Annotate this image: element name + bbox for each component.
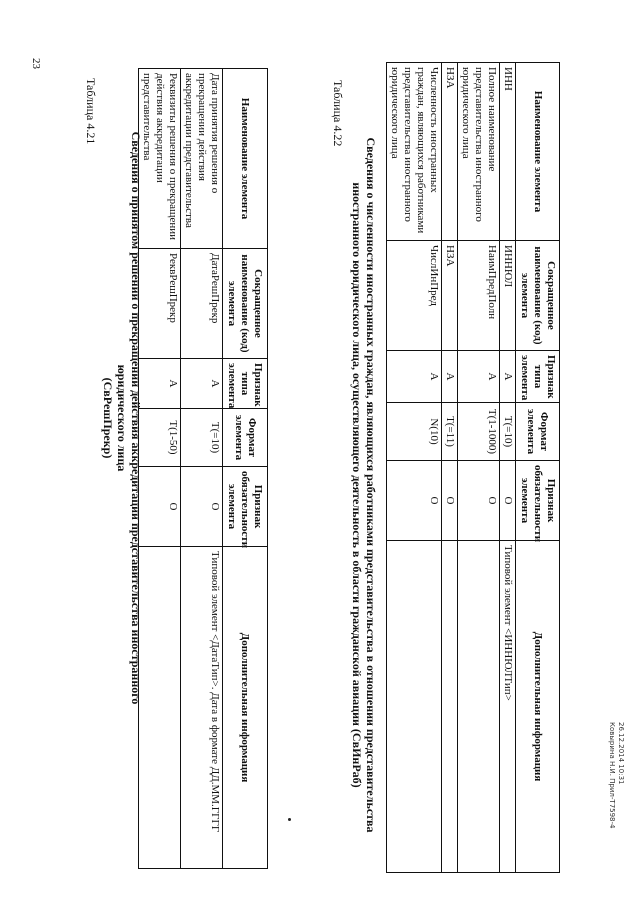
element-type-cell: А [442, 351, 458, 403]
element-required-cell: О [442, 461, 458, 541]
table-caption: Таблица 4.22 [331, 80, 345, 147]
element-name-cell: Численность иностранных граждан, являющихся работниками представительства иностранного юридического лица [387, 63, 442, 241]
column-header: Дополнительная информация [516, 541, 560, 873]
table-row [458, 63, 500, 873]
table-title-line: иностранного юридического лица, осуществляющего деятельность в области гражданской авиации (СвИнРаб) [350, 182, 364, 788]
column-header: Сокращенное наименование (код) элемента [223, 249, 268, 359]
element-code-cell: ИННЮЛ [500, 241, 516, 351]
element-format-cell: N(10) [387, 403, 442, 461]
column-header: Наименование элемента [223, 69, 268, 249]
element-code-cell: РеквРешПрекр [139, 249, 181, 359]
print-stamp-author: Ковырина Н.И. Прил-Т7598-4 [608, 722, 616, 829]
element-required-cell: О [458, 461, 500, 541]
table-title [101, 98, 143, 738]
table-4-22 [386, 62, 560, 873]
table-caption: Таблица 4.21 [84, 78, 98, 145]
element-type-cell: А [500, 351, 516, 403]
element-name-cell: Дата принятия решения о прекращении действия аккредитации представительства [181, 69, 223, 249]
table-title-line: (СвРешПрекр) [101, 377, 115, 459]
column-header: Дополнительная информация [223, 547, 268, 869]
column-header: Сокращенное наименование (код) элемента [516, 241, 560, 351]
element-required-cell: О [181, 467, 223, 547]
print-stamp-date: 26.12.2014 10:31 [617, 722, 625, 785]
table-title-line: Сведения о принятом решении о прекращении действия аккредитации представительства иностранного юридического лица [115, 131, 143, 705]
element-required-cell: О [387, 461, 442, 541]
element-type-cell: А [139, 359, 181, 409]
table-title-line: Сведения о численности иностранных граждан, являющихся работниками представительства в отношении представительства [364, 137, 378, 833]
print-stamp [607, 722, 625, 829]
column-header: Признак типа элемента [223, 359, 268, 409]
table-title [350, 80, 378, 890]
table-row [139, 69, 181, 869]
table-row [442, 63, 458, 873]
table-row [387, 63, 442, 873]
column-header: Признак обязательности элемента [516, 461, 560, 541]
element-type-cell: А [387, 351, 442, 403]
table-row [500, 63, 516, 873]
element-info-cell [139, 547, 181, 869]
column-header: Наименование элемента [516, 63, 560, 241]
element-name-cell: Полное наименование представительства иностранного юридического лица [458, 63, 500, 241]
element-format-cell: Т(1-1000) [458, 403, 500, 461]
table-row [181, 69, 223, 869]
element-name-cell: ИНН [500, 63, 516, 241]
element-info-cell [458, 541, 500, 873]
page-number: 23 [30, 58, 42, 69]
element-name-cell: Реквизиты решения о прекращении действия аккредитации представительства [139, 69, 181, 249]
column-header: Признак типа элемента [516, 351, 560, 403]
element-format-cell: Т(1-50) [139, 409, 181, 467]
element-info-cell: Типовой элемент <ИННЮЛТип> [500, 541, 516, 873]
element-type-cell: А [181, 359, 223, 409]
table-4-21 [138, 68, 268, 869]
element-code-cell: НЗА [442, 241, 458, 351]
column-header: Формат элемента [516, 403, 560, 461]
element-code-cell: НаимПредПолн [458, 241, 500, 351]
element-info-cell [442, 541, 458, 873]
element-code-cell: ЧислИнПред [387, 241, 442, 351]
element-format-cell: Т(=10) [181, 409, 223, 467]
element-code-cell: ДатаРешПрекр [181, 249, 223, 359]
stray-mark [288, 818, 291, 821]
element-format-cell: Т(=10) [500, 403, 516, 461]
element-info-cell [387, 541, 442, 873]
column-header: Признак обязательности элемента [223, 467, 268, 547]
element-name-cell: НЗА [442, 63, 458, 241]
column-header: Формат элемента [223, 409, 268, 467]
element-required-cell: О [500, 461, 516, 541]
element-required-cell: О [139, 467, 181, 547]
element-type-cell: А [458, 351, 500, 403]
element-info-cell: Типовой элемент <ДатаТип>. Дата в формате ДД.ММ.ГГГГ [181, 547, 223, 869]
element-format-cell: Т(=11) [442, 403, 458, 461]
